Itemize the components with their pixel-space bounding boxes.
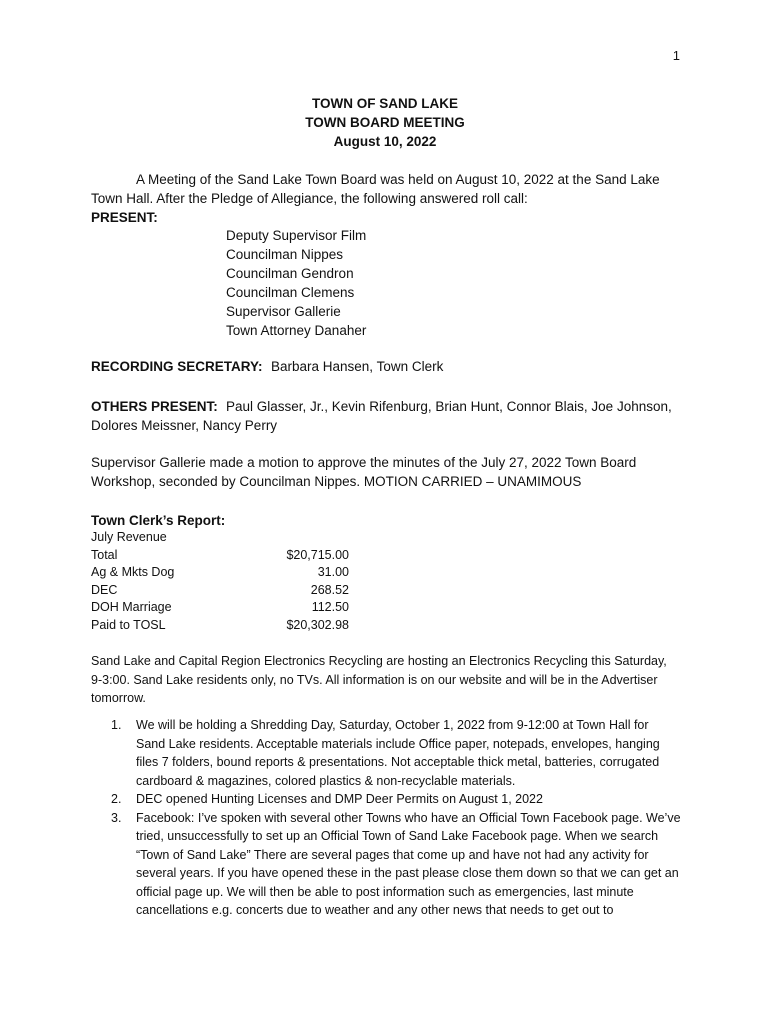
present-member: Supervisor Gallerie bbox=[226, 304, 341, 319]
others-present-paragraph bbox=[91, 397, 681, 435]
present-member: Councilman Gendron bbox=[226, 266, 354, 281]
revenue-label: DOH Marriage bbox=[91, 600, 172, 615]
recording-secretary-label: RECORDING SECRETARY: bbox=[91, 359, 263, 374]
revenue-row bbox=[91, 617, 349, 635]
heading-town: TOWN OF SAND LAKE bbox=[312, 96, 458, 111]
present-member: Councilman Nippes bbox=[226, 247, 344, 262]
revenue-label: Total bbox=[91, 547, 118, 562]
list-item bbox=[91, 716, 681, 790]
revenue-label: Paid to TOSL bbox=[91, 617, 166, 632]
clerk-report-title: Town Clerk’s Report: bbox=[91, 513, 226, 528]
recording-secretary-value: Barbara Hansen, Town Clerk bbox=[271, 359, 444, 374]
list-item-number: 1. bbox=[111, 718, 122, 732]
present-list bbox=[226, 226, 366, 340]
list-item-number: 2. bbox=[111, 792, 122, 806]
revenue-label: Ag & Mkts Dog bbox=[91, 565, 175, 580]
report-items-list bbox=[91, 716, 681, 920]
revenue-value: $20,302.98 bbox=[286, 617, 349, 632]
revenue-label: DEC bbox=[91, 582, 118, 597]
intro-paragraph: A Meeting of the Sand Lake Town Board was held on August 10, 2022 at the Sand Lake Town Hall. After the Pledge of Allegiance, the following answered roll call: bbox=[91, 172, 660, 206]
revenue-value: 112.50 bbox=[311, 600, 349, 615]
list-item bbox=[91, 809, 681, 920]
present-member: Councilman Clemens bbox=[226, 285, 355, 300]
others-present-value: Paul Glasser, Jr., Kevin Rifenburg, Brian Hunt, Connor Blais, Joe Johnson, Dolores Meissner, Nancy Perry bbox=[91, 399, 672, 433]
document-heading bbox=[0, 94, 770, 151]
list-item-number: 3. bbox=[111, 810, 122, 825]
recycling-paragraph: Sand Lake and Capital Region Electronics Recycling are hosting an Electronics Recycling this Saturday, 9-3:00. Sand Lake residents only, no TVs. All information is on our website and will be in the Advertiser tomorrow. bbox=[91, 654, 667, 705]
present-member: Deputy Supervisor Film bbox=[226, 228, 367, 243]
present-member: Town Attorney Danaher bbox=[226, 323, 367, 338]
others-present-label: OTHERS PRESENT: bbox=[91, 399, 218, 414]
revenue-row bbox=[91, 564, 349, 582]
heading-meeting: TOWN BOARD MEETING bbox=[305, 115, 465, 130]
page-number: 1 bbox=[672, 48, 680, 63]
list-item bbox=[91, 790, 681, 809]
list-item-text: DEC opened Hunting Licenses and DMP Deer Permits on August 1, 2022 bbox=[136, 792, 543, 806]
revenue-table bbox=[91, 529, 349, 635]
revenue-subtitle: July Revenue bbox=[91, 530, 167, 544]
recording-secretary-row bbox=[91, 359, 443, 374]
motion-paragraph: Supervisor Gallerie made a motion to approve the minutes of the July 27, 2022 Town Board Workshop, seconded by Councilman Nippes. MOTION CARRIED – UNAMIMOUS bbox=[91, 455, 637, 489]
heading-date: August 10, 2022 bbox=[333, 134, 437, 149]
revenue-value: $20,715.00 bbox=[286, 547, 349, 562]
revenue-row bbox=[91, 599, 349, 617]
revenue-value: 31.00 bbox=[317, 565, 349, 580]
revenue-value: 268.52 bbox=[310, 582, 349, 597]
revenue-row bbox=[91, 547, 349, 565]
list-item-text: Facebook: I’ve spoken with several other Towns who have an Official Town Facebook page. We’ve tried, unsuccessfully to set up an Official Town of Sand Lake Facebook page. When we search “Town of Sand Lake” There are several pages that come up and have not had any activity for several years. If you have opened these in the past please close them down so that we can get an official page up. We will then be able to post information such as emergencies, last minute cancellations e.g. concerts due to weather and any other news that needs to get out to bbox=[136, 810, 681, 917]
present-label: PRESENT: bbox=[91, 210, 158, 225]
list-item-text: We will be holding a Shredding Day, Saturday, October 1, 2022 from 9-12:00 at Town Hall for Sand Lake residents. Acceptable materials include Office paper, notepads, envelopes, hanging files 7 folders, bound reports & presentations. Not acceptable thick metal, batteries, corrugated cardboard & magazines, colored plastics & non-recyclable materials. bbox=[136, 718, 660, 788]
revenue-row bbox=[91, 582, 349, 600]
